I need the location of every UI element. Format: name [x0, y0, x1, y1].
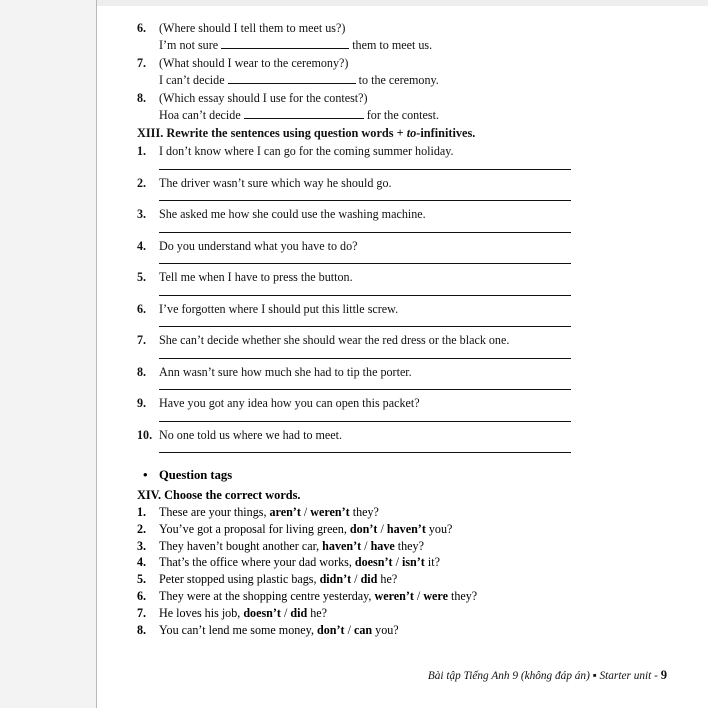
choice-text [159, 571, 647, 588]
choice-pre: Peter stopped using plastic bags, [159, 572, 320, 587]
sentence-row [137, 364, 647, 381]
choice-text [159, 504, 647, 521]
sentence-text: Do you understand what you have to do? [159, 238, 358, 253]
answer-write-line[interactable] [159, 263, 571, 264]
choice-text [159, 588, 647, 605]
choice-pre: He loves his job, [159, 605, 244, 620]
choice-pre: These are your things, [159, 505, 270, 519]
choice-post: they? [349, 505, 379, 519]
choice-post: it? [424, 555, 440, 570]
answer-write-line[interactable] [159, 295, 571, 296]
answer-write-line[interactable] [159, 358, 571, 359]
footer-text: Bài tập Tiếng Anh 9 (không đáp án) ▪ Starter unit - [427, 670, 661, 682]
item-number: 3. [137, 538, 147, 553]
answer-prefix: I’m not sure [159, 37, 219, 52]
sentence-text: She can’t decide whether she should wear the red dress or the black one. [159, 333, 510, 347]
heading-italic-part: to- [406, 126, 421, 140]
question-line [137, 20, 647, 37]
sentence-row [137, 175, 647, 192]
sentence-text: Tell me when I have to press the button. [159, 270, 353, 284]
rewrite-item [137, 427, 647, 454]
choice-item [137, 571, 647, 588]
choice-item [137, 504, 647, 521]
choice-separator: / [344, 622, 354, 637]
item-number: 7. [137, 333, 147, 347]
choice-item [137, 521, 647, 538]
answer-write-line[interactable] [159, 200, 571, 201]
choice-pre: You can’t lend me some money, [159, 622, 317, 637]
sentence-row [137, 301, 647, 318]
item-answer-line [159, 107, 647, 124]
item-number: 6. [137, 588, 147, 603]
choice-pre: You’ve got a proposal for living green, [159, 521, 350, 536]
choice-pre: That’s the office where your dad works, [159, 555, 355, 570]
choice-separator: / [351, 572, 361, 587]
question-line [137, 55, 647, 72]
page-footer [97, 668, 667, 683]
choice-option-2[interactable]: isn’t [401, 555, 425, 570]
choice-post: he? [307, 605, 328, 620]
exercise-continuation [137, 20, 647, 123]
exercise-item [137, 90, 647, 123]
rewrite-item [137, 395, 647, 422]
page-top-edge [97, 0, 708, 6]
item-number: 2. [137, 175, 147, 190]
choice-option-1[interactable]: don’t [317, 622, 345, 637]
bullet-icon: • [143, 467, 148, 482]
rewrite-item [137, 332, 647, 359]
rewrite-item [137, 238, 647, 265]
choice-option-1[interactable]: didn’t [319, 572, 352, 587]
choice-option-1[interactable]: don’t [349, 521, 378, 536]
sentence-text: She asked me how she could use the washing machine. [159, 207, 426, 221]
item-number: 9. [137, 396, 147, 410]
sentence-text: No one told us where we had to meet. [159, 427, 343, 442]
choice-text [159, 622, 647, 639]
sentence-row [137, 238, 647, 255]
exercise-13-heading [137, 125, 647, 142]
choice-option-1[interactable]: aren’t [269, 505, 301, 519]
choice-separator: / [413, 588, 424, 603]
choice-text [159, 538, 647, 555]
choice-option-2[interactable]: have [370, 538, 395, 553]
item-number: 4. [137, 238, 147, 253]
choice-option-2[interactable]: weren’t [310, 505, 350, 519]
item-number: 3. [137, 207, 147, 221]
answer-write-line[interactable] [159, 326, 571, 327]
choice-post: you? [425, 521, 453, 536]
choice-text [159, 521, 647, 538]
choice-item [137, 622, 647, 639]
sentence-row [137, 143, 647, 160]
section-title: Question tags [159, 468, 233, 482]
answer-suffix: them to meet us. [352, 37, 433, 52]
choice-separator: / [280, 605, 291, 620]
item-number: 5. [137, 572, 147, 587]
item-number: 8. [137, 91, 147, 105]
item-number: 5. [137, 270, 147, 284]
choice-post: you? [372, 622, 399, 637]
choice-option-1[interactable]: weren’t [374, 588, 414, 603]
page-number: 9 [660, 668, 667, 682]
item-number: 2. [137, 521, 147, 536]
rewrite-item [137, 301, 647, 328]
page-content [137, 18, 647, 638]
blank-field[interactable] [221, 38, 349, 49]
answer-prefix: Hoa can’t decide [159, 107, 241, 122]
rewrite-item [137, 143, 647, 170]
answer-write-line[interactable] [159, 232, 571, 233]
answer-suffix: for the contest. [366, 107, 439, 122]
sentence-text: Ann wasn’t sure how much she had to tip the porter. [159, 364, 412, 379]
choice-separator: / [377, 521, 387, 536]
choice-item [137, 554, 647, 571]
item-number: 7. [137, 605, 147, 620]
sentence-row [137, 427, 647, 444]
rewrite-item [137, 364, 647, 391]
choice-option-1[interactable]: doesn’t [243, 605, 281, 620]
item-number: 7. [137, 56, 147, 70]
item-number: 10. [137, 427, 153, 442]
choice-post: they? [394, 538, 424, 553]
item-question: (What should I wear to the ceremony?) [159, 56, 349, 70]
choice-post: he? [377, 572, 398, 587]
sentence-row [137, 332, 647, 349]
choice-separator: / [392, 555, 402, 570]
choice-pre: They haven’t bought another car, [159, 538, 323, 553]
item-number: 6. [137, 301, 147, 316]
sentence-text: Have you got any idea how you can open this packet? [159, 396, 420, 410]
item-number: 6. [137, 21, 147, 35]
sentence-text: I’ve forgotten where I should put this little screw. [159, 301, 399, 316]
sentence-text: I don’t know where I can go for the coming summer holiday. [159, 144, 454, 158]
answer-write-line[interactable] [159, 421, 571, 422]
choice-text [159, 605, 647, 622]
choice-option-2[interactable]: can [353, 622, 373, 637]
choice-text [159, 554, 647, 571]
exercise-item [137, 20, 647, 53]
rewrite-item [137, 206, 647, 233]
choice-option-1[interactable]: haven’t [322, 538, 362, 553]
answer-suffix: to the ceremony. [358, 72, 439, 87]
choice-item [137, 538, 647, 555]
sentence-row [137, 206, 647, 223]
choice-item [137, 588, 647, 605]
item-number: 4. [137, 555, 147, 570]
item-number: 1. [137, 144, 147, 158]
answer-write-line[interactable] [159, 169, 571, 170]
exercise-14-items [137, 504, 647, 638]
item-answer-line [159, 72, 647, 89]
choice-separator: / [361, 538, 371, 553]
sentence-text: The driver wasn’t sure which way he should go. [159, 175, 392, 190]
question-line [137, 90, 647, 107]
answer-prefix: I can’t decide [159, 72, 225, 87]
answer-write-line[interactable] [159, 389, 571, 390]
answer-write-line[interactable] [159, 452, 571, 453]
choice-option-1[interactable]: doesn’t [354, 555, 393, 570]
item-question: (Where should I tell them to meet us?) [159, 21, 346, 35]
choice-pre: They were at the shopping centre yesterday, [159, 588, 375, 603]
item-number: 8. [137, 622, 147, 637]
blank-field[interactable] [228, 73, 356, 84]
item-answer-line [159, 37, 647, 54]
choice-option-2[interactable]: haven’t [386, 521, 426, 536]
choice-option-2[interactable]: did [290, 605, 308, 620]
blank-field[interactable] [244, 108, 364, 119]
rewrite-item [137, 269, 647, 296]
item-question: (Which essay should I use for the contest?) [159, 91, 368, 105]
section-bullet-heading [137, 467, 647, 483]
choice-option-2[interactable]: were [423, 588, 448, 603]
sentence-row [137, 269, 647, 286]
heading-part-1: XIII. Rewrite the sentences using question words + [137, 126, 407, 140]
heading-part-2: infinitives. [420, 126, 476, 140]
exercise-item [137, 55, 647, 88]
item-number: 8. [137, 364, 147, 379]
choice-option-2[interactable]: did [360, 572, 378, 587]
choice-post: they? [447, 588, 478, 603]
exercise-13-items [137, 143, 647, 453]
sentence-row [137, 395, 647, 412]
choice-separator: / [300, 505, 311, 519]
rewrite-item [137, 175, 647, 202]
item-number: 1. [137, 505, 147, 519]
exercise-14-heading: XIV. Choose the correct words. [137, 488, 301, 502]
document-page [96, 0, 708, 708]
choice-item [137, 605, 647, 622]
